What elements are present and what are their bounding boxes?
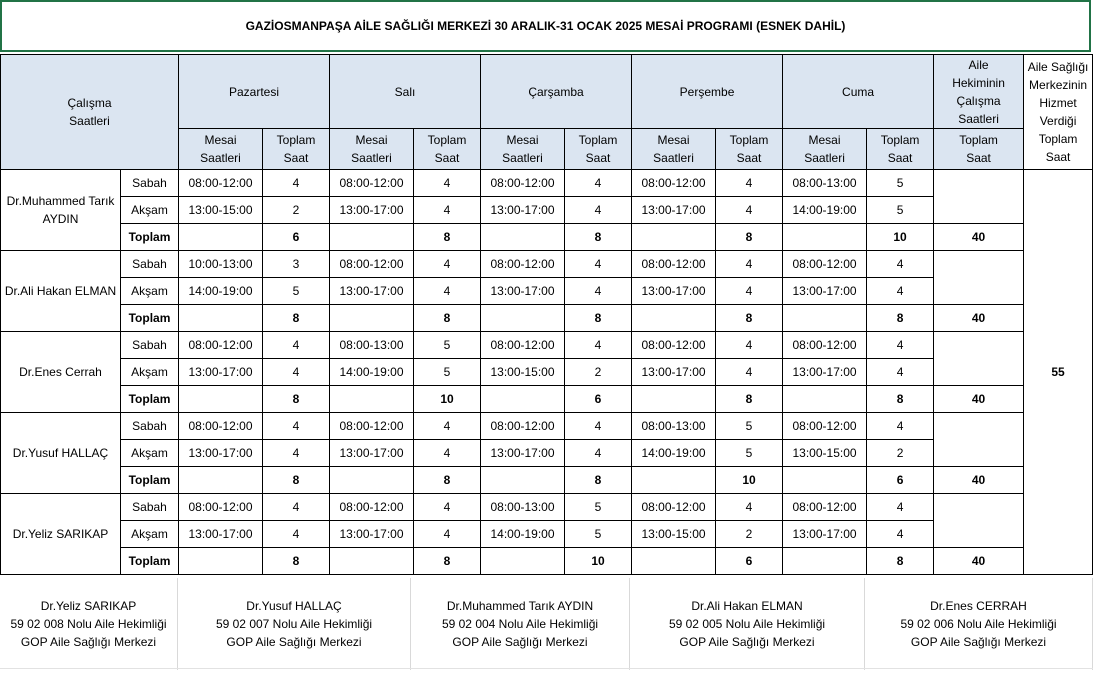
shift-total: 4 bbox=[414, 413, 481, 440]
shift-hours: 08:00-12:00 bbox=[330, 494, 414, 521]
day-total: 10 bbox=[565, 548, 632, 575]
empty-cell bbox=[783, 386, 867, 413]
day-total: 8 bbox=[867, 548, 934, 575]
row-label-sabah: Sabah bbox=[121, 494, 179, 521]
shift-total: 4 bbox=[263, 332, 330, 359]
day-total: 8 bbox=[414, 305, 481, 332]
table-row bbox=[1, 359, 1093, 386]
shift-hours: 13:00-17:00 bbox=[330, 440, 414, 467]
shift-total: 4 bbox=[414, 440, 481, 467]
shift-hours: 08:00-12:00 bbox=[632, 251, 716, 278]
shift-total: 4 bbox=[867, 251, 934, 278]
row-label-aksam: Akşam bbox=[121, 359, 179, 386]
shift-total: 4 bbox=[716, 197, 783, 224]
shift-hours: 08:00-13:00 bbox=[330, 332, 414, 359]
shift-hours: 08:00-13:00 bbox=[481, 494, 565, 521]
signature-block bbox=[0, 578, 178, 670]
shift-total: 4 bbox=[414, 278, 481, 305]
shift-hours: 08:00-12:00 bbox=[179, 170, 263, 197]
signature-center: GOP Aile Sağlığı Merkezi bbox=[910, 635, 1047, 649]
signature-name: Dr.Ali Hakan ELMAN bbox=[691, 599, 803, 613]
shift-hours: 13:00-17:00 bbox=[783, 521, 867, 548]
day-total: 8 bbox=[867, 305, 934, 332]
table-row bbox=[1, 521, 1093, 548]
empty-cell bbox=[330, 305, 414, 332]
signature-name: Dr.Yusuf HALLAÇ bbox=[246, 599, 342, 613]
shift-hours: 08:00-12:00 bbox=[481, 332, 565, 359]
day-total: 8 bbox=[867, 386, 934, 413]
empty-cell bbox=[330, 467, 414, 494]
header-day-monday: Pazartesi bbox=[179, 55, 330, 129]
shift-total: 4 bbox=[867, 332, 934, 359]
shift-total: 4 bbox=[716, 278, 783, 305]
shift-total: 4 bbox=[565, 197, 632, 224]
header-asm-total: Aile Sağlığı Merkezinin Hizmet Verdiği Toplam Saat bbox=[1024, 55, 1093, 170]
day-total: 6 bbox=[716, 548, 783, 575]
signature-block bbox=[865, 578, 1093, 670]
empty-cell bbox=[632, 305, 716, 332]
day-total: 6 bbox=[867, 467, 934, 494]
shift-hours: 08:00-12:00 bbox=[632, 170, 716, 197]
shift-hours: 08:00-12:00 bbox=[330, 251, 414, 278]
day-total: 8 bbox=[263, 467, 330, 494]
shift-hours: 13:00-17:00 bbox=[783, 278, 867, 305]
shift-hours: 08:00-12:00 bbox=[179, 494, 263, 521]
day-total: 10 bbox=[716, 467, 783, 494]
shift-total: 4 bbox=[716, 359, 783, 386]
shift-hours: 13:00-17:00 bbox=[330, 521, 414, 548]
page-title: GAZİOSMANPAŞA AİLE SAĞLIĞI MERKEZİ 30 ARALIK-31 OCAK 2025 MESAİ PROGRAMI (ESNEK DAHİL) bbox=[0, 0, 1091, 52]
row-label-toplam: Toplam bbox=[121, 467, 179, 494]
shift-hours: 08:00-12:00 bbox=[632, 494, 716, 521]
empty-cell bbox=[934, 170, 1024, 224]
shift-total: 4 bbox=[716, 251, 783, 278]
signature-block bbox=[411, 578, 630, 670]
signature-unit: 59 02 007 Nolu Aile Hekimliği bbox=[215, 617, 373, 631]
shift-total: 4 bbox=[263, 494, 330, 521]
empty-cell bbox=[934, 332, 1024, 386]
shift-total: 4 bbox=[565, 278, 632, 305]
table-row bbox=[1, 386, 1093, 413]
shift-hours: 08:00-12:00 bbox=[783, 332, 867, 359]
shift-total: 4 bbox=[716, 170, 783, 197]
shift-total: 5 bbox=[716, 440, 783, 467]
empty-cell bbox=[783, 548, 867, 575]
shift-hours: 08:00-12:00 bbox=[330, 170, 414, 197]
empty-cell bbox=[330, 224, 414, 251]
header-toplam-saat: Toplam Saat bbox=[867, 129, 934, 170]
shift-total: 4 bbox=[565, 413, 632, 440]
signature-name: Dr.Yeliz SARIKAP bbox=[40, 599, 137, 613]
empty-cell bbox=[481, 467, 565, 494]
header-mesai-saatleri: Mesai Saatleri bbox=[330, 129, 414, 170]
empty-cell bbox=[179, 386, 263, 413]
empty-cell bbox=[481, 305, 565, 332]
table-row bbox=[1, 305, 1093, 332]
shift-total: 4 bbox=[867, 521, 934, 548]
doctor-name: Dr.Ali Hakan ELMAN bbox=[1, 251, 121, 332]
empty-cell bbox=[783, 224, 867, 251]
shift-hours: 13:00-17:00 bbox=[632, 278, 716, 305]
header-toplam-saat: Toplam Saat bbox=[414, 129, 481, 170]
shift-total: 4 bbox=[263, 413, 330, 440]
shift-total: 4 bbox=[565, 440, 632, 467]
shift-hours: 13:00-17:00 bbox=[179, 359, 263, 386]
shift-hours: 08:00-12:00 bbox=[632, 332, 716, 359]
shift-total: 5 bbox=[263, 278, 330, 305]
row-label-sabah: Sabah bbox=[121, 170, 179, 197]
shift-total: 5 bbox=[867, 170, 934, 197]
day-total: 8 bbox=[263, 386, 330, 413]
row-label-sabah: Sabah bbox=[121, 251, 179, 278]
signature-unit: 59 02 006 Nolu Aile Hekimliği bbox=[900, 617, 1057, 631]
empty-cell bbox=[481, 548, 565, 575]
header-day-tuesday: Salı bbox=[330, 55, 481, 129]
signature-name: Dr.Muhammed Tarık AYDIN bbox=[446, 599, 594, 613]
weekly-total: 40 bbox=[934, 386, 1024, 413]
shift-total: 2 bbox=[867, 440, 934, 467]
shift-hours: 13:00-15:00 bbox=[481, 359, 565, 386]
header-mesai-saatleri: Mesai Saatleri bbox=[481, 129, 565, 170]
empty-cell bbox=[783, 467, 867, 494]
signature-center: GOP Aile Sağlığı Merkezi bbox=[20, 635, 157, 649]
shift-total: 4 bbox=[263, 440, 330, 467]
shift-total: 4 bbox=[414, 521, 481, 548]
doctor-name: Dr.Yeliz SARIKAP bbox=[1, 494, 121, 575]
shift-total: 5 bbox=[565, 494, 632, 521]
shift-total: 4 bbox=[414, 197, 481, 224]
shift-total: 2 bbox=[716, 521, 783, 548]
header-mesai-saatleri: Mesai Saatleri bbox=[179, 129, 263, 170]
day-total: 8 bbox=[565, 467, 632, 494]
shift-hours: 08:00-12:00 bbox=[481, 413, 565, 440]
table-row bbox=[1, 440, 1093, 467]
shift-hours: 08:00-13:00 bbox=[632, 413, 716, 440]
shift-total: 4 bbox=[716, 494, 783, 521]
empty-cell bbox=[632, 386, 716, 413]
row-label-aksam: Akşam bbox=[121, 440, 179, 467]
empty-cell bbox=[179, 305, 263, 332]
empty-cell bbox=[179, 548, 263, 575]
shift-hours: 13:00-17:00 bbox=[632, 197, 716, 224]
row-label-toplam: Toplam bbox=[121, 548, 179, 575]
header-day-wednesday: Çarşamba bbox=[481, 55, 632, 129]
signature-unit: 59 02 004 Nolu Aile Hekimliği bbox=[441, 617, 599, 631]
header-day-thursday: Perşembe bbox=[632, 55, 783, 129]
header-aile-hekimi: Aile Hekiminin Çalışma Saatleri bbox=[934, 55, 1024, 129]
table-row bbox=[1, 494, 1093, 521]
signature-name: Dr.Enes CERRAH bbox=[930, 599, 1027, 613]
weekly-total: 40 bbox=[934, 224, 1024, 251]
empty-cell bbox=[934, 251, 1024, 305]
header-toplam-saat: Toplam Saat bbox=[934, 129, 1024, 170]
signature-block bbox=[630, 578, 865, 670]
shift-hours: 14:00-19:00 bbox=[632, 440, 716, 467]
header-mesai-saatleri: Mesai Saatleri bbox=[783, 129, 867, 170]
row-label-sabah: Sabah bbox=[121, 332, 179, 359]
empty-cell bbox=[632, 467, 716, 494]
shift-total: 4 bbox=[565, 251, 632, 278]
day-total: 10 bbox=[867, 224, 934, 251]
shift-hours: 13:00-17:00 bbox=[481, 197, 565, 224]
shift-hours: 08:00-12:00 bbox=[179, 332, 263, 359]
shift-total: 2 bbox=[565, 359, 632, 386]
empty-cell bbox=[632, 548, 716, 575]
shift-total: 4 bbox=[263, 170, 330, 197]
empty-cell bbox=[481, 386, 565, 413]
shift-hours: 08:00-13:00 bbox=[783, 170, 867, 197]
table-row bbox=[1, 170, 1093, 197]
shift-total: 4 bbox=[867, 413, 934, 440]
signature-unit: 59 02 008 Nolu Aile Hekimliği bbox=[10, 617, 167, 631]
signature-center: GOP Aile Sağlığı Merkezi bbox=[452, 635, 588, 649]
day-total: 8 bbox=[565, 224, 632, 251]
shift-total: 5 bbox=[565, 521, 632, 548]
empty-cell bbox=[934, 494, 1024, 548]
shift-total: 4 bbox=[565, 170, 632, 197]
day-total: 8 bbox=[263, 305, 330, 332]
table-row bbox=[1, 548, 1093, 575]
shift-hours: 14:00-19:00 bbox=[783, 197, 867, 224]
day-total: 8 bbox=[414, 224, 481, 251]
shift-hours: 08:00-12:00 bbox=[481, 170, 565, 197]
table-row bbox=[1, 224, 1093, 251]
shift-total: 4 bbox=[414, 170, 481, 197]
day-total: 8 bbox=[263, 548, 330, 575]
shift-total: 4 bbox=[565, 332, 632, 359]
shift-total: 4 bbox=[263, 521, 330, 548]
shift-total: 5 bbox=[414, 332, 481, 359]
row-label-toplam: Toplam bbox=[121, 305, 179, 332]
signature-block bbox=[178, 578, 411, 670]
shift-total: 4 bbox=[867, 278, 934, 305]
signature-unit: 59 02 005 Nolu Aile Hekimliği bbox=[668, 617, 826, 631]
table-row bbox=[1, 332, 1093, 359]
table-row bbox=[1, 413, 1093, 440]
doctor-name: Dr.Muhammed Tarık AYDIN bbox=[1, 170, 121, 251]
day-total: 6 bbox=[565, 386, 632, 413]
day-total: 10 bbox=[414, 386, 481, 413]
row-label-sabah: Sabah bbox=[121, 413, 179, 440]
table-row bbox=[1, 197, 1093, 224]
shift-hours: 08:00-12:00 bbox=[783, 494, 867, 521]
shift-total: 4 bbox=[716, 332, 783, 359]
shift-hours: 13:00-15:00 bbox=[179, 197, 263, 224]
signature-footer bbox=[0, 578, 1093, 676]
shift-hours: 13:00-17:00 bbox=[481, 440, 565, 467]
doctor-name: Dr.Enes Cerrah bbox=[1, 332, 121, 413]
shift-hours: 13:00-17:00 bbox=[330, 278, 414, 305]
shift-hours: 13:00-17:00 bbox=[783, 359, 867, 386]
day-total: 6 bbox=[263, 224, 330, 251]
empty-cell bbox=[330, 548, 414, 575]
shift-hours: 08:00-12:00 bbox=[330, 413, 414, 440]
shift-hours: 13:00-15:00 bbox=[783, 440, 867, 467]
empty-cell bbox=[330, 386, 414, 413]
shift-hours: 14:00-19:00 bbox=[179, 278, 263, 305]
row-label-aksam: Akşam bbox=[121, 521, 179, 548]
table-row bbox=[1, 251, 1093, 278]
signature-center: GOP Aile Sağlığı Merkezi bbox=[679, 635, 815, 649]
day-total: 8 bbox=[716, 305, 783, 332]
shift-total: 2 bbox=[263, 197, 330, 224]
empty-cell bbox=[632, 224, 716, 251]
weekly-total: 40 bbox=[934, 467, 1024, 494]
day-total: 8 bbox=[716, 224, 783, 251]
empty-cell bbox=[179, 224, 263, 251]
shift-hours: 14:00-19:00 bbox=[330, 359, 414, 386]
doctor-name: Dr.Yusuf HALLAÇ bbox=[1, 413, 121, 494]
empty-cell bbox=[179, 467, 263, 494]
header-toplam-saat: Toplam Saat bbox=[263, 129, 330, 170]
shift-total: 5 bbox=[716, 413, 783, 440]
weekly-total: 40 bbox=[934, 305, 1024, 332]
table-row bbox=[1, 467, 1093, 494]
shift-hours: 13:00-17:00 bbox=[179, 521, 263, 548]
row-label-aksam: Akşam bbox=[121, 278, 179, 305]
header-calisma-saatleri: Çalışma Saatleri bbox=[1, 55, 179, 170]
row-label-toplam: Toplam bbox=[121, 386, 179, 413]
shift-hours: 10:00-13:00 bbox=[179, 251, 263, 278]
row-label-aksam: Akşam bbox=[121, 197, 179, 224]
empty-cell bbox=[783, 305, 867, 332]
asm-total-value: 55 bbox=[1024, 170, 1093, 575]
header-day-friday: Cuma bbox=[783, 55, 934, 129]
signature-center: GOP Aile Sağlığı Merkezi bbox=[226, 635, 362, 649]
shift-hours: 08:00-12:00 bbox=[783, 413, 867, 440]
shift-hours: 08:00-12:00 bbox=[481, 251, 565, 278]
shift-hours: 13:00-17:00 bbox=[179, 440, 263, 467]
shift-total: 3 bbox=[263, 251, 330, 278]
empty-cell bbox=[481, 224, 565, 251]
shift-hours: 13:00-17:00 bbox=[330, 197, 414, 224]
shift-hours: 13:00-17:00 bbox=[632, 359, 716, 386]
day-total: 8 bbox=[414, 548, 481, 575]
shift-hours: 13:00-17:00 bbox=[481, 278, 565, 305]
shift-total: 5 bbox=[867, 197, 934, 224]
sheet-gridline bbox=[0, 668, 1093, 669]
schedule-table bbox=[0, 54, 1093, 575]
header-toplam-saat: Toplam Saat bbox=[565, 129, 632, 170]
shift-hours: 13:00-15:00 bbox=[632, 521, 716, 548]
empty-cell bbox=[934, 413, 1024, 467]
shift-total: 4 bbox=[867, 494, 934, 521]
shift-total: 4 bbox=[867, 359, 934, 386]
shift-total: 4 bbox=[263, 359, 330, 386]
header-mesai-saatleri: Mesai Saatleri bbox=[632, 129, 716, 170]
day-total: 8 bbox=[716, 386, 783, 413]
row-label-toplam: Toplam bbox=[121, 224, 179, 251]
shift-total: 4 bbox=[414, 251, 481, 278]
header-toplam-saat: Toplam Saat bbox=[716, 129, 783, 170]
shift-hours: 08:00-12:00 bbox=[179, 413, 263, 440]
shift-hours: 14:00-19:00 bbox=[481, 521, 565, 548]
shift-total: 5 bbox=[414, 359, 481, 386]
day-total: 8 bbox=[565, 305, 632, 332]
table-row bbox=[1, 278, 1093, 305]
shift-total: 4 bbox=[414, 494, 481, 521]
day-total: 8 bbox=[414, 467, 481, 494]
weekly-total: 40 bbox=[934, 548, 1024, 575]
shift-hours: 08:00-12:00 bbox=[783, 251, 867, 278]
